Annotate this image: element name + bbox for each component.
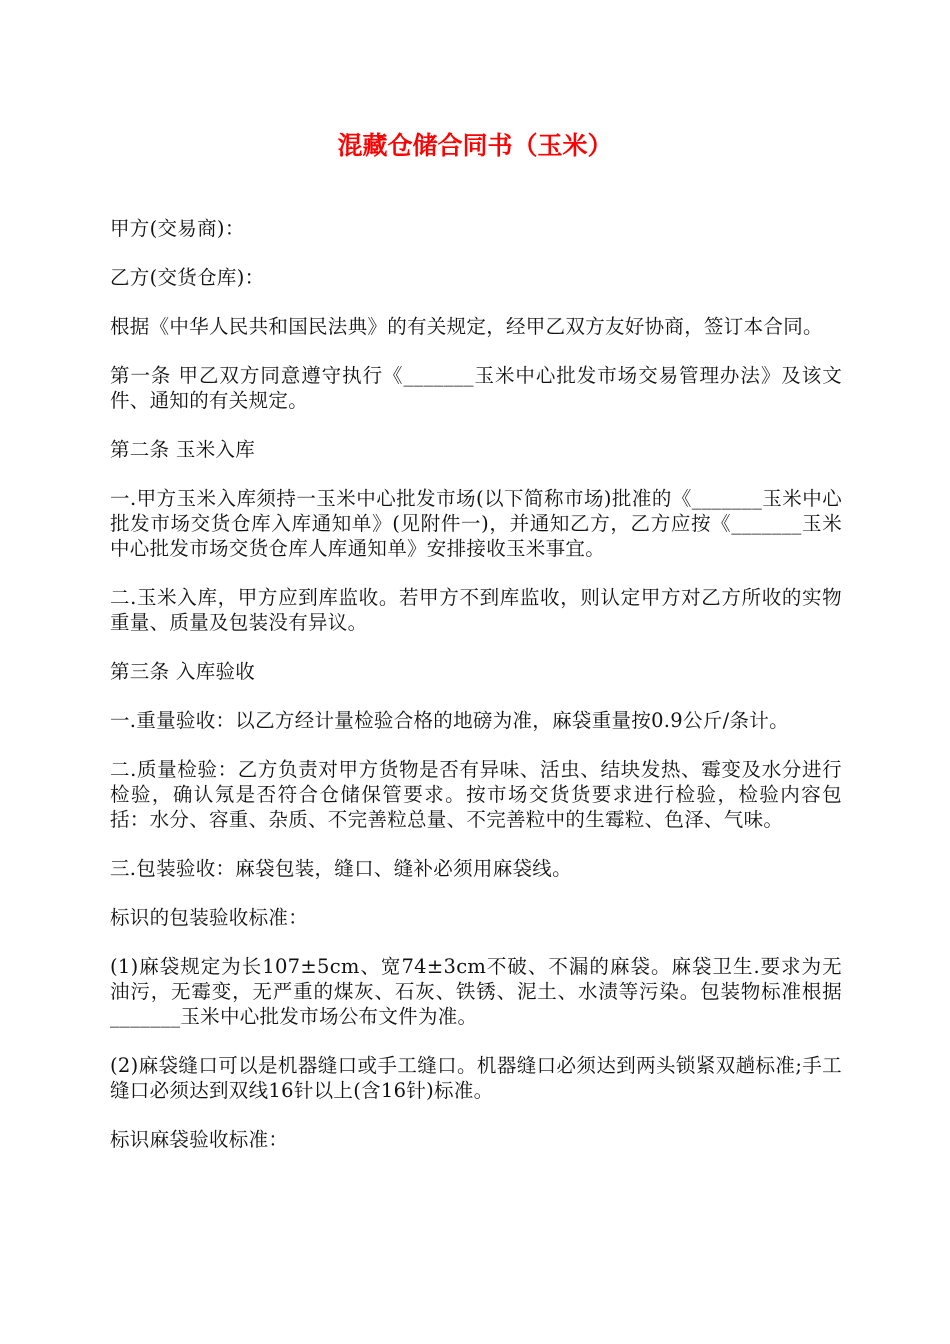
paragraph: (1)麻袋规定为长107±5cm、宽74±3cm不破、不漏的麻袋。麻袋卫生.要求为无油污，无霉变，无严重的煤灰、石灰、铁锈、泥土、水渍等污染。包装物标准根据_______玉米中心批发市场公布文件为准。 bbox=[110, 955, 842, 1028]
paragraph: 一.重量验收：以乙方经计量检验合格的地磅为准，麻袋重量按0.9公斤/条计。 bbox=[110, 709, 789, 732]
document-title: 混藏仓储合同书（玉米） bbox=[337, 131, 613, 160]
paragraph: 二.玉米入库，甲方应到库监收。若甲方不到库监收，则认定甲方对乙方所收的实物重量、质量及包装没有异议。 bbox=[110, 586, 842, 634]
document-body bbox=[110, 216, 842, 1152]
paragraph: 一.甲方玉米入库须持一玉米中心批发市场(以下简称市场)批准的《_______玉米中心批发市场交货仓库入库通知单》(见附件一)，并通知乙方，乙方应按《_______玉米中心批发市场交货仓库人库通知单》安排接收玉米事宜。 bbox=[110, 487, 842, 560]
paragraph: 乙方(交货仓库)： bbox=[110, 266, 265, 289]
section-heading: 第三条 入库验收 bbox=[110, 660, 256, 683]
section-heading: 第二条 玉米入库 bbox=[110, 438, 256, 461]
paragraph: 根据《中华人民共和国民法典》的有关规定，经甲乙双方友好协商，签订本合同。 bbox=[110, 315, 823, 338]
paragraph: 三.包装验收：麻袋包装，缝口、缝补必须用麻袋线。 bbox=[110, 857, 572, 880]
paragraph: 第一条 甲乙双方同意遵守执行《_______玉米中心批发市场交易管理办法》及该文件、通知的有关规定。 bbox=[110, 364, 842, 412]
paragraph: 标识麻袋验收标准： bbox=[110, 1128, 289, 1151]
paragraph: (2)麻袋缝口可以是机器缝口或手工缝口。机器缝口必须达到两头锁紧双趟标准;手工缝口必须达到双线16针以上(含16针)标准。 bbox=[110, 1054, 842, 1102]
paragraph: 标识的包装验收标准： bbox=[110, 906, 309, 929]
paragraph: 甲方(交易商)： bbox=[110, 217, 245, 240]
paragraph: 二.质量检验：乙方负责对甲方货物是否有异味、活虫、结块发热、霉变及水分进行检验，确认氖是否符合仓储保管要求。按市场交货货要求进行检验，检验内容包括：水分、容重、杂质、不完善粒总量、不完善粒中的生霉粒、色泽、气味。 bbox=[110, 758, 842, 831]
